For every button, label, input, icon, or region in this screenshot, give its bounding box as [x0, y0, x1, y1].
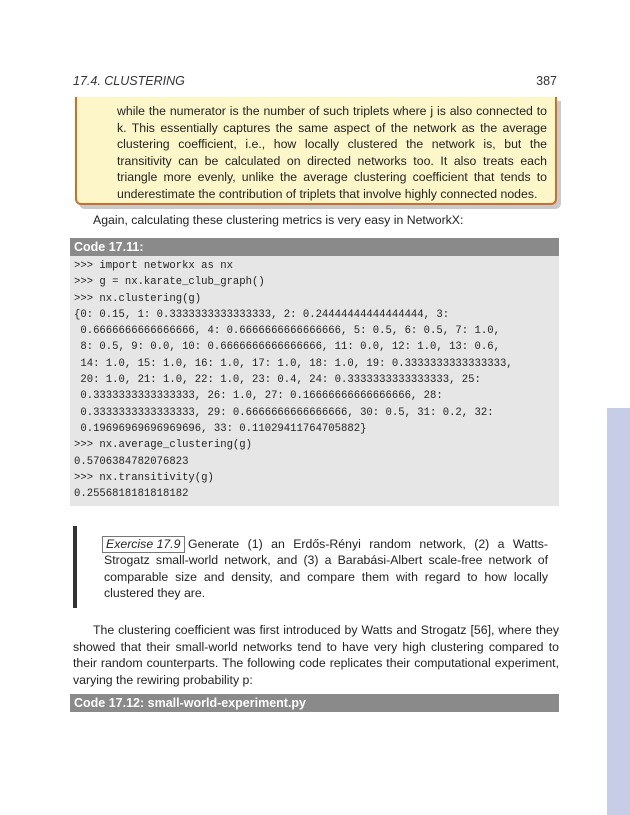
page-number: 387 [536, 74, 557, 88]
code-line: 0.5706384782076823 [74, 455, 189, 468]
code-listing-2-title: Code 17.12: small-world-experiment.py [70, 694, 559, 712]
code-line: 0.19696969696969696, 33: 0.11029411764705882} [74, 422, 367, 435]
body-paragraph: The clustering coefficient was first introduced by Watts and Strogatz [56], where they showed that their small-world networks tend to have very high clustering compared to their random counterparts. The following code replicates their computational experiment, varying the rewiring probability p: [73, 623, 559, 687]
exercise-text: Generate (1) an Erdős-Rényi random network, (2) a Watts-Strogatz small-world network, and (3) a Barabási-Albert scale-free network of comparable size and density, and compare them with regard to how locally clustered they are. [104, 537, 548, 600]
code-line: 8: 0.5, 9: 0.0, 10: 0.6666666666666666, 11: 0.0, 12: 1.0, 13: 0.6, [74, 341, 500, 354]
code-line: >>> nx.transitivity(g) [74, 471, 214, 484]
code-line: 20: 1.0, 21: 1.0, 22: 1.0, 23: 0.4, 24: 0.3333333333333333, 25: [74, 374, 481, 387]
code-line: >>> nx.average_clustering(g) [74, 439, 253, 452]
code-listing [70, 256, 559, 506]
section-title: 17.4. CLUSTERING [73, 74, 185, 88]
code-line: 0.3333333333333333, 26: 1.0, 27: 0.16666666666666666, 28: [74, 390, 443, 403]
code-line: >>> nx.clustering(g) [74, 292, 202, 305]
code-lines [74, 258, 513, 502]
code-line: 0.6666666666666666, 4: 0.6666666666666666, 5: 0.5, 6: 0.5, 7: 1.0, [74, 325, 500, 338]
intro-paragraph: Again, calculating these clustering metrics is very easy in NetworkX: [93, 213, 464, 227]
note-text: while the numerator is the number of such triplets where j is also connected to k. This essentially captures the same aspect of the network as the average clustering coefficient, i.e., how locally clustered the network is, but the transitivity can be calculated on directed networks too. It also treats each triangle more evenly, unlike the average clustering coefficient that tends to underestimate the contribution of triplets that involve highly connected nodes. [117, 104, 547, 201]
exercise-label: Exercise 17.9 [102, 536, 185, 553]
code-line: 0.2556818181818182 [74, 488, 189, 501]
exercise-block [73, 526, 563, 608]
code-line: >>> import networkx as nx [74, 260, 233, 272]
code-line: {0: 0.15, 1: 0.3333333333333333, 2: 0.24444444444444444, 3: [74, 308, 450, 321]
code-listing-title: Code 17.11: [70, 238, 559, 256]
code-line: 0.3333333333333333, 29: 0.6666666666666666, 30: 0.5, 31: 0.2, 32: [74, 406, 494, 419]
code-line: >>> g = nx.karate_club_graph() [74, 276, 265, 289]
code-line: 14: 1.0, 15: 1.0, 16: 1.0, 17: 1.0, 18: 1.0, 19: 0.3333333333333333, [74, 357, 513, 370]
page-edge-tab [607, 408, 630, 815]
note-box [75, 97, 557, 205]
